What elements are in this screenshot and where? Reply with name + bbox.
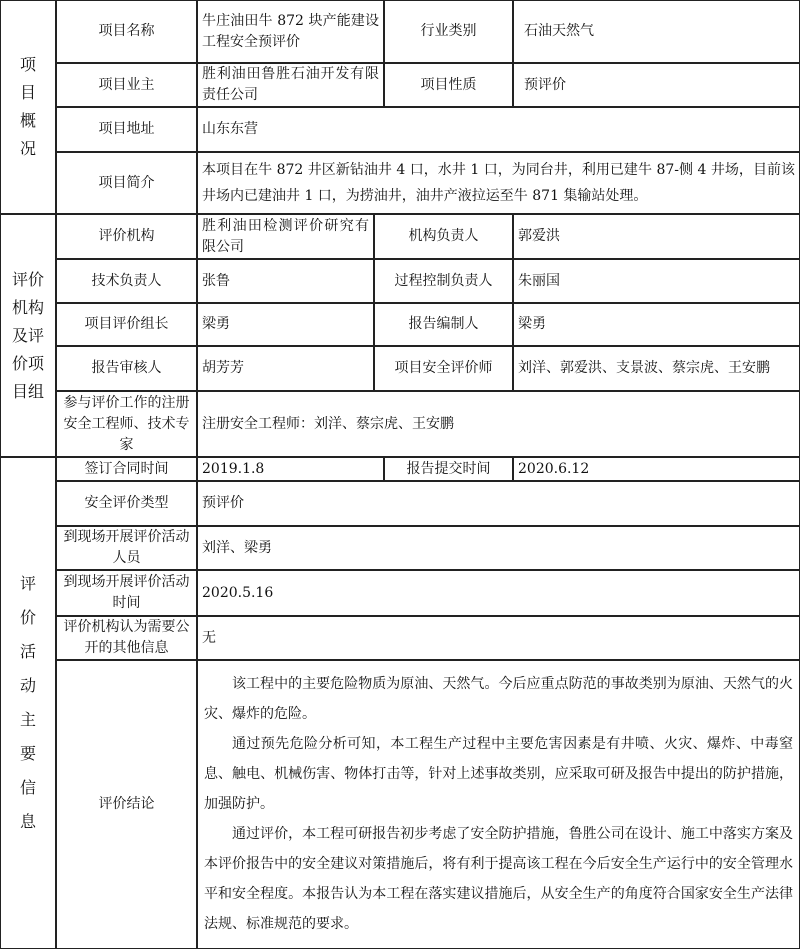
- editor-label: 报告编制人: [374, 303, 513, 346]
- conclusion-value: [197, 660, 800, 949]
- editor-value: 梁勇: [513, 303, 800, 346]
- agency-label: 评价机构: [56, 214, 197, 259]
- tech-head-label: 技术负责人: [56, 259, 197, 303]
- process-head-label: 过程控制负责人: [374, 259, 513, 303]
- engineers-label: 参与评价工作的注册安全工程师、技术专家: [56, 391, 197, 457]
- onsite-staff-label: 到现场开展评价活动人员: [56, 526, 197, 570]
- industry-label: 行业类别: [384, 0, 513, 63]
- intro-label: 项目简介: [56, 152, 197, 214]
- reviewer-label: 报告审核人: [56, 346, 197, 391]
- other-info-value: 无: [197, 616, 800, 660]
- process-head-value: 朱丽国: [513, 259, 800, 303]
- industry-value: 石油天然气: [513, 0, 800, 63]
- section-overview-label: 项 目 概 况: [0, 0, 56, 214]
- agency-head-value: 郭爱洪: [513, 214, 800, 259]
- nature-label: 项目性质: [384, 63, 513, 107]
- engineers-value: 注册安全工程师：刘洋、蔡宗虎、王安鹏: [197, 391, 800, 457]
- project-name-label: 项目名称: [56, 0, 197, 63]
- section-activities-label: 评 价 活 动 主 要 信 息: [0, 457, 56, 949]
- intro-value: 本项目在牛 872 井区新钻油井 4 口，水井 1 口，为同台井，利用已建牛 87-侧 4 井场，目前该井场内已建油井 1 口，为捞油井，油井产液拉运至牛 871 集输站处理。: [197, 152, 800, 214]
- nature-value: 预评价: [513, 63, 800, 107]
- leader-label: 项目评价组长: [56, 303, 197, 346]
- conclusion-label: 评价结论: [56, 660, 197, 949]
- conclusion-paragraph-1: 该工程中的主要危险物质为原油、天然气。今后应重点防范的事故类别为原油、天然气的火灾、爆炸的危险。: [204, 676, 793, 722]
- eval-type-label: 安全评价类型: [56, 481, 197, 526]
- onsite-time-value: 2020.5.16: [197, 570, 800, 616]
- leader-value: 梁勇: [197, 303, 374, 346]
- other-info-label: 评价机构认为需要公开的其他信息: [56, 616, 197, 660]
- owner-value: 胜利油田鲁胜石油开发有限责任公司: [197, 63, 384, 107]
- section-team-label: 评价 机构 及评 价项 目组: [0, 214, 56, 457]
- eval-type-value: 预评价: [197, 481, 800, 526]
- assessors-label: 项目安全评价师: [374, 346, 513, 391]
- contract-date-label: 签订合同时间: [56, 457, 197, 481]
- reviewer-value: 胡芳芳: [197, 346, 374, 391]
- agency-value: 胜利油田检测评价研究有限公司: [197, 214, 374, 259]
- conclusion-paragraph-3: 通过评价，本工程可研报告初步考虑了安全防护措施，鲁胜公司在设计、施工中落实方案及本评价报告中的安全建议对策措施后，将有利于提高该工程在今后安全生产运行中的安全管理水平和安全程度。本报告认为本工程在落实建议措施后，从安全生产的角度符合国家安全生产法律法规、标准规范的要求。: [204, 826, 793, 932]
- submit-date-label: 报告提交时间: [384, 457, 513, 481]
- address-label: 项目地址: [56, 107, 197, 152]
- owner-label: 项目业主: [56, 63, 197, 107]
- address-value: 山东东营: [197, 107, 800, 152]
- onsite-staff-value: 刘洋、梁勇: [197, 526, 800, 570]
- conclusion-paragraph-2: 通过预先危险分析可知，本工程生产过程中主要危害因素是有井喷、火灾、爆炸、中毒窒息、触电、机械伤害、物体打击等，针对上述事故类别，应采取可研及报告中提出的防护措施，加强防护。: [204, 736, 793, 812]
- tech-head-value: 张鲁: [197, 259, 374, 303]
- assessors-value: 刘洋、郭爱洪、支景波、蔡宗虎、王安鹏: [513, 346, 800, 391]
- contract-date-value: 2019.1.8: [197, 457, 384, 481]
- agency-head-label: 机构负责人: [374, 214, 513, 259]
- project-name-value: 牛庄油田牛 872 块产能建设工程安全预评价: [197, 0, 384, 63]
- submit-date-value: 2020.6.12: [513, 457, 800, 481]
- onsite-time-label: 到现场开展评价活动时间: [56, 570, 197, 616]
